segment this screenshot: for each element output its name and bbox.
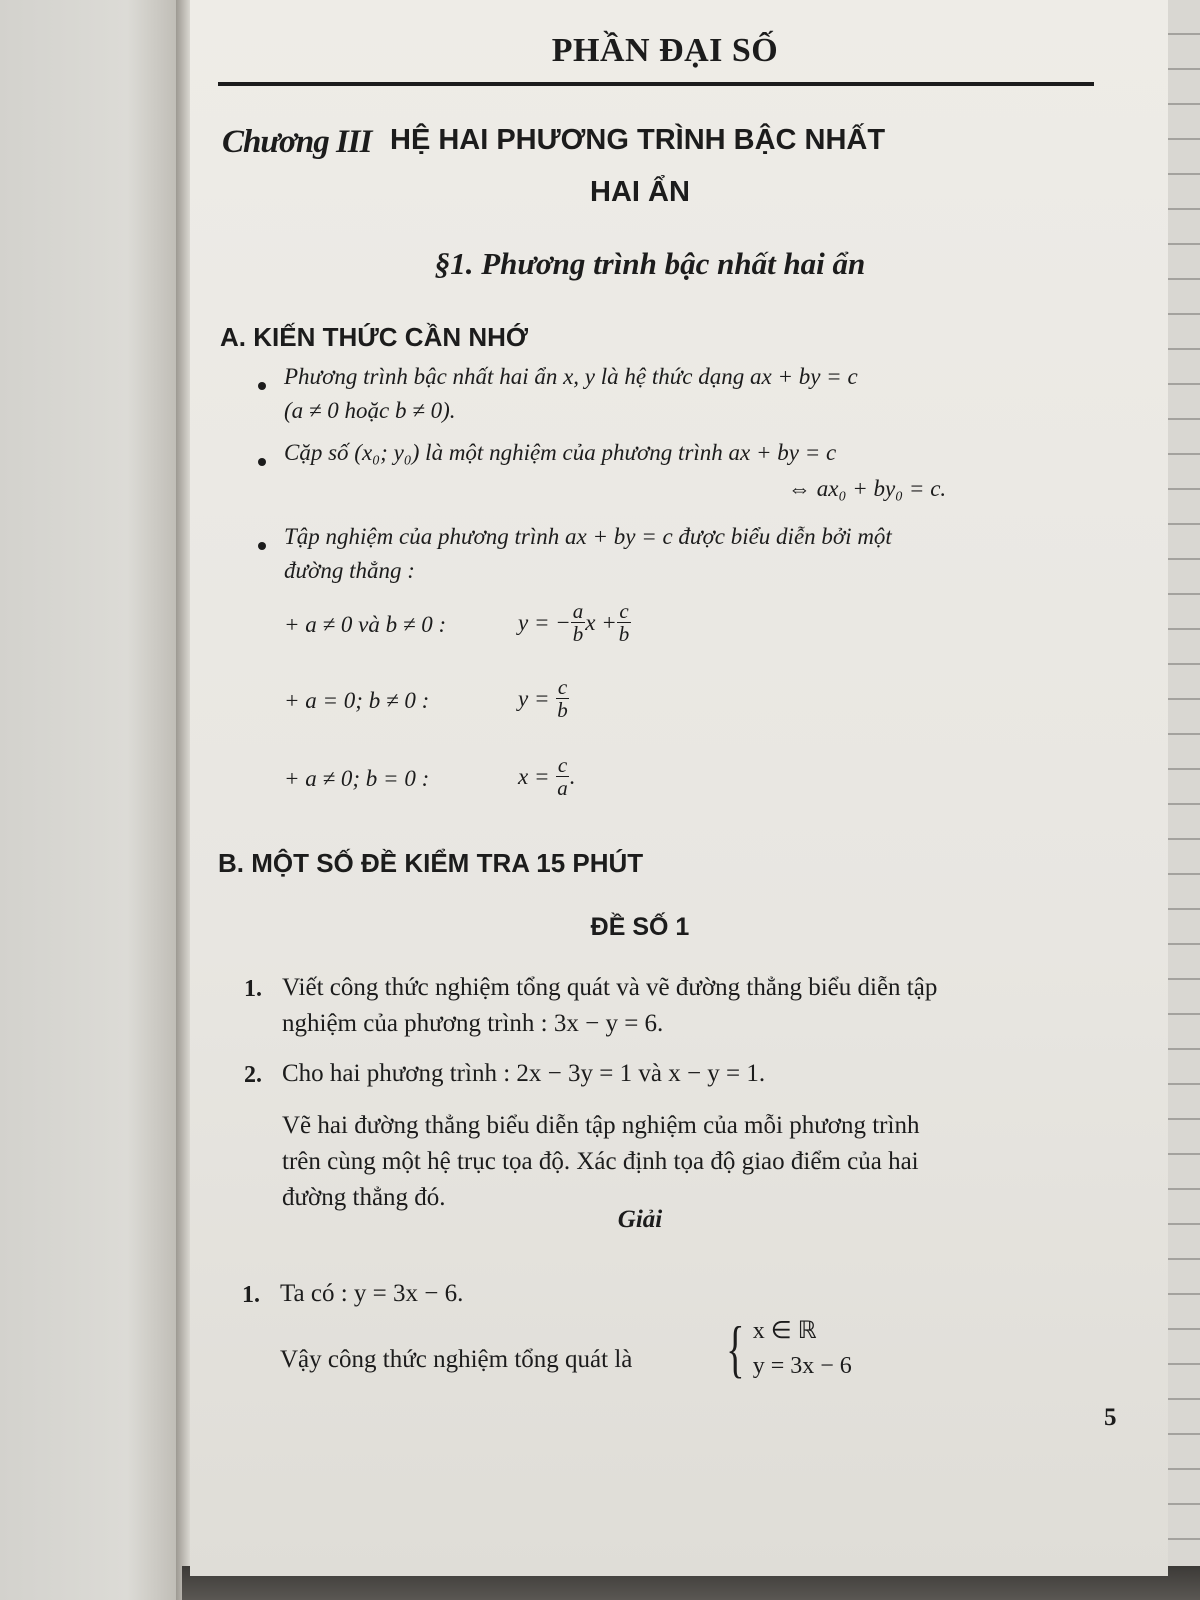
q1-line2: nghiệm của phương trình : 3x − y = 6.: [282, 1010, 664, 1037]
bullet1-line1: Phương trình bậc nhất hai ẩn x, y là hệ thức dạng ax + by = c: [284, 364, 858, 389]
case3-lhs: x =: [518, 763, 550, 789]
fraction: [555, 754, 570, 799]
solution-line2: Vậy công thức nghiệm tổng quát là: [280, 1346, 633, 1373]
case1-cond-text: + a ≠ 0 và b ≠ 0 :: [284, 612, 447, 637]
question-number: 2.: [244, 1062, 262, 1088]
fraction-denominator: b: [618, 622, 630, 647]
bullet-dot: [258, 458, 266, 466]
part-a-heading: A. KIẾN THỨC CẦN NHỚ: [220, 322, 529, 352]
case3-tail: .: [569, 763, 576, 789]
chapter-label: Chương III: [222, 124, 372, 160]
case3-cond-text: + a ≠ 0; b = 0 :: [284, 766, 430, 791]
part-title: PHẦN ĐẠI SỐ: [551, 32, 779, 69]
section-title: §1. Phương trình bậc nhất hai ẩn: [434, 246, 866, 281]
fraction: [555, 676, 570, 721]
chapter-title: HỆ HAI PHƯƠNG TRÌNH BẬC NHẤT: [390, 124, 886, 156]
fraction: [571, 600, 586, 645]
left-page-edge: [0, 0, 182, 1600]
fraction-numerator: c: [619, 599, 629, 623]
q2-line1: Cho hai phương trình : 2x − 3y = 1 và x − y = 1.: [282, 1060, 766, 1087]
part-b-heading: B. MỘT SỐ ĐỀ KIỂM TRA 15 PHÚT: [218, 848, 644, 878]
fraction-numerator: a: [572, 599, 584, 623]
left-brace: {: [726, 1312, 745, 1384]
bullet1-line2: (a ≠ 0 hoặc b ≠ 0).: [284, 398, 456, 423]
solution-title: Giải: [617, 1206, 663, 1233]
solution-line1: Ta có : y = 3x − 6.: [280, 1280, 464, 1307]
q2-line3: trên cùng một hệ trục tọa độ. Xác định tọa độ giao điểm của hai: [282, 1148, 919, 1175]
bullet2-line1: Cặp số (x₀; y₀) là một nghiệm của phương trình ax + by = c: [284, 440, 837, 465]
case2-condition: [284, 688, 429, 714]
case2-cond-text: + a = 0; b ≠ 0 :: [284, 688, 430, 713]
header-rule: [218, 82, 1094, 86]
equation-system: [720, 1314, 852, 1384]
q1-line1: Viết công thức nghiệm tổng quát và vẽ đường thẳng biểu diễn tập: [282, 974, 938, 1001]
bullet3-line2: đường thẳng :: [284, 558, 415, 583]
exam-title: ĐỀ SỐ 1: [590, 913, 690, 941]
book-page: [190, 0, 1168, 1576]
fraction-denominator: b: [557, 698, 568, 723]
fraction: [617, 600, 632, 645]
case1-mid: x +: [585, 609, 617, 635]
case2-lhs: y =: [518, 685, 550, 711]
fraction-numerator: c: [557, 675, 568, 699]
q2-line2: Vẽ hai đường thẳng biểu diễn tập nghiệm của mỗi phương trình: [282, 1112, 920, 1139]
chapter-title-line2: HAI ẨN: [590, 176, 690, 208]
fraction-denominator: a: [557, 776, 568, 801]
case1-condition: [284, 612, 446, 638]
fraction-denominator: b: [572, 622, 584, 647]
system-lines: [753, 1314, 852, 1384]
system-line1: x ∈ ℝ: [752, 1318, 817, 1344]
question-number: 1.: [244, 976, 262, 1002]
case3-condition: [284, 766, 429, 792]
right-page-stack: [1168, 0, 1200, 1600]
system-line2: y = 3x − 6: [752, 1352, 852, 1379]
bullet3-line1: Tập nghiệm của phương trình ax + by = c được biểu diễn bởi một: [284, 524, 892, 549]
bullet-dot: [258, 382, 266, 390]
solution-number: 1.: [242, 1282, 260, 1308]
fraction-numerator: c: [557, 753, 568, 777]
page-number: 5: [1104, 1404, 1117, 1431]
case1-formula: [518, 600, 631, 645]
bullet-dot: [258, 542, 266, 550]
q2-line4: đường thẳng đó.: [282, 1184, 446, 1211]
bullet2-line2: ⇔ ax₀ + by₀ = c.: [788, 476, 947, 501]
case1-lhs: y = −: [518, 609, 571, 635]
case2-formula: [518, 676, 570, 721]
case3-formula: [518, 754, 575, 799]
